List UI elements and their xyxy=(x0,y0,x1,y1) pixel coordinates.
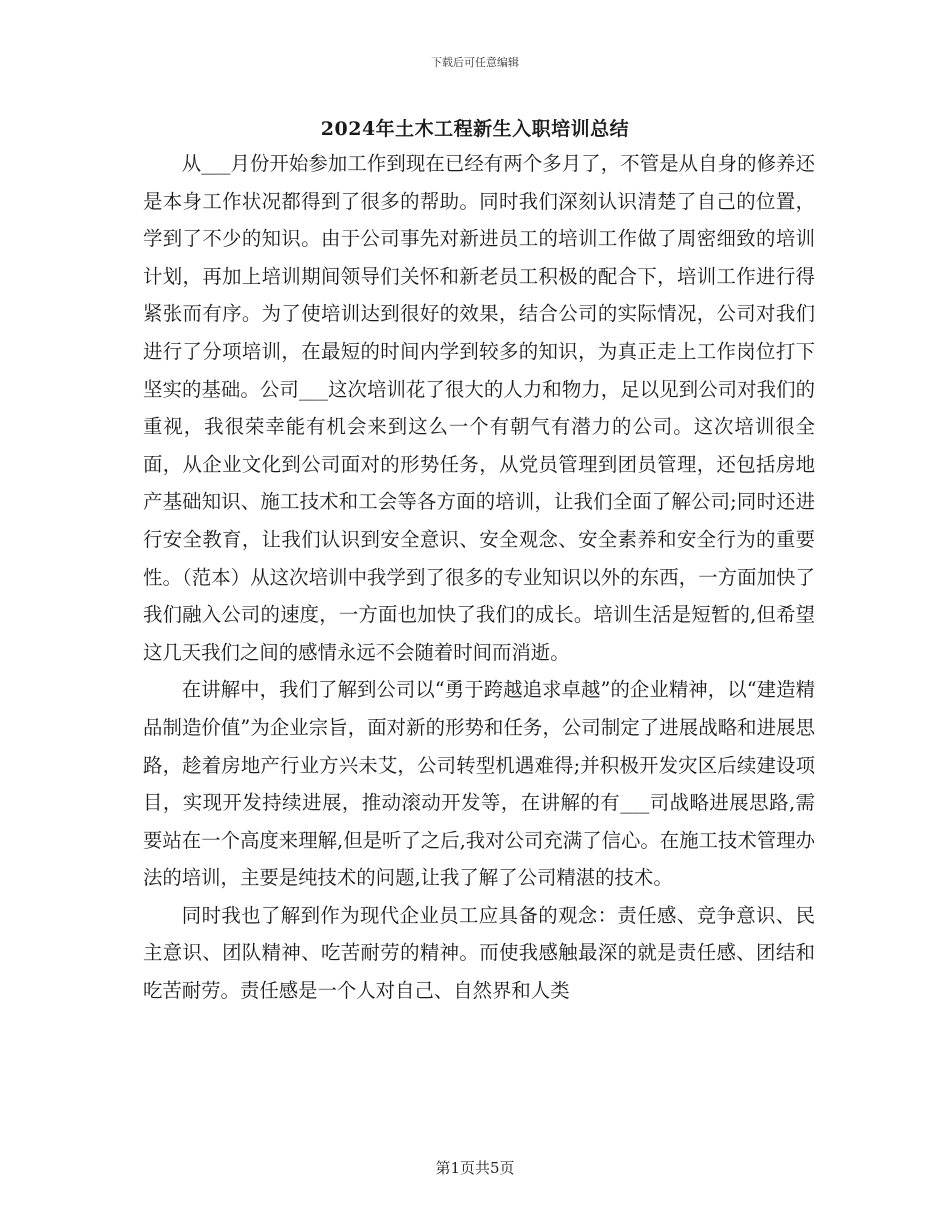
page-header-note: 下载后可任意编辑 xyxy=(431,56,519,69)
document-title: 2024年土木工程新生入职培训总结 xyxy=(320,118,630,140)
paragraph-3: 同时我也了解到作为现代企业员工应具备的观念：责任感、竞争意识、民主意识、团队精神、吃苦耐劳的精神。而使我感触最深的就是责任感、团结和吃苦耐劳。责任感是一个人对自己、自然界和人类 xyxy=(143,903,815,1003)
paragraph-2: 在讲解中，我们了解到公司以“勇于跨越追求卓越”的企业精神，以“建造精品制造价值”为企业宗旨，面对新的形势和任务，公司制定了进展战略和进展思路，趁着房地产行业方兴未艾，公司转型机遇难得;并积极开发灾区后续建设项目，实现开发持续进展，推动滚动开发等，在讲解的有___司战略进展思路,需要站在一个高度来理解,但是听了之后,我对公司充满了信心。在施工技术管理办法的培训，主要是纯技术的问题,让我了解了公司精湛的技术。 xyxy=(143,678,815,890)
page-number: 第1页共5页 xyxy=(435,1159,515,1177)
paragraph-1: 从___月份开始参加工作到现在已经有两个多月了，不管是从自身的修养还是本身工作状况都得到了很多的帮助。同时我们深刻认识清楚了自己的位置，学到了不少的知识。由于公司事先对新进员工的培训工作做了周密细致的培训计划，再加上培训期间领导们关怀和新老员工积极的配合下，培训工作进行得紧张而有序。为了使培训达到很好的效果，结合公司的实际情况，公司对我们进行了分项培训，在最短的时间内学到较多的知识，为真正走上工作岗位打下坚实的基础。公司___这次培训花了很大的人力和物力，足以见到公司对我们的重视，我很荣幸能有机会来到这么一个有朝气有潜力的公司。这次培训很全面，从企业文化到公司面对的形势任务，从党员管理到团员管理，还包括房地产基础知识、施工技术和工会等各方面的培训，让我们全面了解公司;同时还进行安全教育，让我们认识到安全意识、安全观念、安全素养和安全行为的重要性。（范本）从这次培训中我学到了很多的专业知识以外的东西，一方面加快了我们融入公司的速度，一方面也加快了我们的成长。培训生活是短暂的,但希望这几天我们之间的感情永远不会随着时间而消逝。 xyxy=(143,152,815,664)
document-body xyxy=(143,145,815,1010)
